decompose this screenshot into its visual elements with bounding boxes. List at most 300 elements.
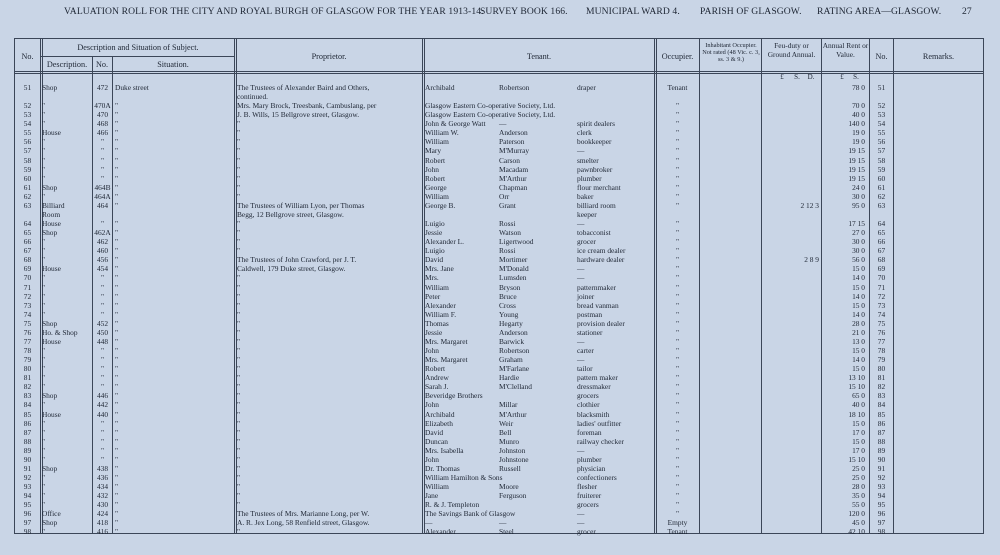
- cell-no2: 80: [877, 364, 886, 374]
- cell-num: 434: [96, 482, 109, 492]
- cell-rent: 18 10: [848, 409, 865, 419]
- cell-no: 81: [23, 373, 32, 383]
- cell-num: ": [100, 146, 105, 156]
- cell-no: 92: [23, 473, 32, 482]
- cell-sit: ": [115, 518, 119, 528]
- cell-sur: Moore: [499, 482, 519, 492]
- cell-desc: ": [42, 527, 46, 537]
- cell-occ: pawnbroker: [577, 164, 613, 174]
- col-number-header: No.: [95, 60, 109, 69]
- cell-num: 472: [96, 83, 109, 92]
- cell-no: 84: [23, 400, 32, 410]
- cell-occ: confectioners: [577, 473, 617, 482]
- cell-desc: ": [42, 355, 46, 365]
- feu-pence-unit: D.: [807, 73, 815, 81]
- cell-first: William: [425, 191, 449, 201]
- cell-num: ": [100, 382, 105, 392]
- cell-desc: ": [42, 246, 46, 256]
- cell-rent: 35 0: [852, 491, 865, 501]
- cell-prop: ": [237, 246, 241, 256]
- cell-rent: 65 0: [852, 391, 865, 401]
- cell-no: 98: [23, 527, 32, 537]
- cell-sur: Barwick: [499, 336, 525, 346]
- table-row: [15, 165, 983, 174]
- cell-prop: ": [237, 500, 241, 510]
- cell-rent: 40 0: [852, 400, 865, 410]
- cell-occ: clothier: [577, 400, 600, 410]
- table-row: [15, 428, 983, 437]
- cell-no: 71: [23, 282, 32, 292]
- cell-occr: ": [675, 191, 680, 201]
- cell-num: 464B: [94, 182, 111, 192]
- cell-occ: —: [577, 273, 585, 283]
- cell-rent: 42 10: [848, 527, 865, 537]
- cell-rent: 56 0: [852, 255, 865, 265]
- cell-sur: M'Clelland: [499, 382, 532, 392]
- cell-sur: Macadam: [499, 164, 529, 174]
- cell-sur: Carson: [499, 155, 520, 165]
- table-row: [15, 337, 983, 346]
- cell-first: Mrs.: [425, 273, 439, 283]
- cell-occ: —: [577, 445, 585, 455]
- cell-rent: 21 0: [852, 327, 865, 337]
- cell-no: 96: [23, 509, 32, 519]
- cell-rent: 19 0: [852, 137, 865, 147]
- cell-rent: 17 15: [848, 219, 865, 229]
- cell-no2: 94: [877, 491, 886, 501]
- feu-pounds-unit: £: [780, 73, 784, 81]
- cell-num: 430: [96, 500, 109, 510]
- cell-sur: Russell: [499, 463, 521, 473]
- cell-sur: M'Farlane: [499, 364, 530, 374]
- cell-no2: 59: [877, 164, 886, 174]
- cell-sit: ": [115, 255, 119, 265]
- col-situation-header: Situation.: [157, 60, 189, 69]
- table-row: [15, 355, 983, 364]
- cell-sur: Robertson: [499, 83, 530, 92]
- cell-no2: 93: [877, 482, 886, 492]
- cell-first: Mrs. Margaret: [425, 355, 468, 365]
- cell-occ: grocers: [577, 391, 599, 401]
- cell-occr: ": [675, 346, 680, 356]
- cell-occr: ": [675, 155, 680, 165]
- cell-no2: 58: [877, 155, 886, 165]
- cell-first: Jessie: [425, 327, 443, 337]
- cell-occ: patternmaker: [577, 282, 616, 292]
- cell-sit: ": [115, 273, 119, 283]
- table-row: [15, 301, 983, 310]
- cell-sit: ": [115, 418, 119, 428]
- cell-no2: 71: [877, 282, 886, 292]
- cell-no: 74: [23, 309, 32, 319]
- cell-occr: ": [675, 200, 680, 210]
- cell-sit: ": [115, 200, 119, 210]
- table-row: [15, 310, 983, 319]
- cell-first: Mrs. Isabella: [425, 445, 464, 455]
- cell-rent: 15 0: [852, 264, 865, 274]
- cell-no: 78: [23, 346, 32, 356]
- cell-sur: Anderson: [499, 128, 528, 138]
- cell-feu: 2 8 9: [804, 255, 819, 265]
- cell-occ: blacksmith: [577, 409, 610, 419]
- cell-num: 440: [96, 409, 109, 419]
- table-row: [15, 146, 983, 155]
- cell-rent: 15 0: [852, 346, 865, 356]
- table-row: [15, 101, 983, 110]
- cell-occ: plumber: [577, 173, 602, 183]
- cell-rent: 25 0: [852, 463, 865, 473]
- cell-first: Robert: [425, 155, 446, 165]
- cell-num: 466: [96, 128, 109, 138]
- cell-first: Elizabeth: [425, 418, 453, 428]
- cell-sit: ": [115, 191, 119, 201]
- table-row: [15, 201, 983, 210]
- table-row: [15, 464, 983, 473]
- cell-desc: ": [42, 237, 46, 247]
- cell-prop: ": [237, 137, 241, 147]
- cell-no: 51: [23, 83, 32, 92]
- cell-prop: ": [237, 445, 241, 455]
- cell-num: ": [100, 164, 105, 174]
- cell-occr: ": [675, 355, 680, 365]
- cell-no2: 92: [877, 473, 886, 482]
- cell-rent: 95 0: [852, 200, 865, 210]
- cell-prop: The Trustees of Mrs. Marianne Long, per W.: [237, 509, 370, 519]
- cell-occ: grocers: [577, 500, 599, 510]
- cell-num: 470A: [94, 101, 111, 111]
- cell-occr: ": [675, 246, 680, 256]
- cell-no: 75: [23, 318, 32, 328]
- cell-occr: Empty: [667, 518, 688, 528]
- cell-prop: ": [237, 173, 241, 183]
- cell-num: 416: [96, 527, 109, 537]
- cell-desc: ": [42, 445, 46, 455]
- table-row: [15, 491, 983, 500]
- cell-prop: ": [237, 219, 241, 229]
- cell-no2: 68: [877, 255, 886, 265]
- cell-prop: ": [237, 400, 241, 410]
- cell-rent: 19 0: [852, 128, 865, 138]
- cell-desc: ": [42, 137, 46, 147]
- cell-desc: House: [42, 128, 61, 138]
- table-row: [15, 264, 983, 273]
- cell-occr: ": [675, 382, 680, 392]
- cell-rent: 15 0: [852, 300, 865, 310]
- cell-occr: ": [675, 128, 680, 138]
- table-row: [15, 364, 983, 373]
- cell-num: 462A: [94, 228, 111, 238]
- cell-no: 82: [23, 382, 32, 392]
- cell-desc: ": [42, 482, 46, 492]
- cell-sit: ": [115, 482, 119, 492]
- cell-prop: ": [237, 382, 241, 392]
- cell-desc: Shop: [42, 391, 58, 401]
- cell-desc: ": [42, 164, 46, 174]
- cell-desc: House: [42, 219, 61, 229]
- table-row: [15, 273, 983, 282]
- cell-occ: railway checker: [577, 436, 624, 446]
- cell-first: Luigio: [425, 219, 445, 229]
- cell-prop: ": [237, 527, 241, 537]
- cell-occr: ": [675, 291, 680, 301]
- cell-occr: ": [675, 427, 680, 437]
- cell-desc: ": [42, 173, 46, 183]
- cell-no2: 66: [877, 237, 886, 247]
- cell-sit: ": [115, 101, 119, 111]
- cell-first: Beveridge Brothers: [425, 391, 483, 401]
- cell-sit: ": [115, 409, 119, 419]
- cell-prop: Begg, 12 Bellgrove street, Glasgow.: [237, 209, 344, 219]
- rating-area: RATING AREA—GLASGOW.: [817, 6, 942, 17]
- table-row: [15, 455, 983, 464]
- cell-num: ": [100, 300, 105, 310]
- table-row: [15, 192, 983, 201]
- cell-rent: 19 15: [848, 146, 865, 156]
- cell-num: 470: [96, 110, 109, 120]
- table-row: [15, 174, 983, 183]
- valuation-table: [14, 38, 984, 537]
- rent-shillings-unit: S.: [853, 73, 859, 81]
- cell-num: 464: [96, 200, 109, 210]
- cell-num: 460: [96, 246, 109, 256]
- cell-num: 446: [96, 391, 109, 401]
- cell-sit: ": [115, 228, 119, 238]
- cell-first: Luigio: [425, 246, 445, 256]
- cell-num: 456: [96, 255, 109, 265]
- cell-occr: ": [675, 101, 680, 111]
- cell-prop: The Trustees of William Lyon, per Thomas: [237, 200, 365, 210]
- cell-prop: ": [237, 164, 241, 174]
- cell-prop: ": [237, 418, 241, 428]
- cell-desc: Shop: [42, 463, 58, 473]
- cell-sit: Duke street: [115, 83, 149, 92]
- cell-first: Jessie: [425, 228, 443, 238]
- table-row: [15, 346, 983, 355]
- cell-occr: ": [675, 491, 680, 501]
- cell-sur: Munro: [499, 436, 520, 446]
- cell-sit: ": [115, 391, 119, 401]
- cell-sit: ": [115, 282, 119, 292]
- cell-no: 83: [23, 391, 32, 401]
- cell-no2: 98: [877, 527, 886, 537]
- cell-first: David: [425, 427, 444, 437]
- cell-sur: Weir: [499, 418, 514, 428]
- cell-sit: ": [115, 318, 119, 328]
- table-row: [15, 237, 983, 246]
- cell-num: 464A: [94, 191, 111, 201]
- cell-no: 55: [23, 128, 32, 138]
- cell-prop: ": [237, 364, 241, 374]
- cell-rent: 15 0: [852, 418, 865, 428]
- table-row: [15, 410, 983, 419]
- table-row: [15, 518, 983, 527]
- cell-sur: —: [499, 119, 507, 129]
- cell-desc: ": [42, 500, 46, 510]
- cell-first: Jane: [425, 491, 439, 501]
- cell-rent: 28 0: [852, 318, 865, 328]
- cell-desc: ": [42, 291, 46, 301]
- cell-occr: ": [675, 373, 680, 383]
- table-row: [15, 446, 983, 455]
- cell-sur: Millar: [499, 400, 518, 410]
- cell-num: ": [100, 436, 105, 446]
- cell-num: ": [100, 173, 105, 183]
- cell-num: 462: [96, 237, 109, 247]
- cell-first: Sarah J.: [425, 382, 449, 392]
- cell-occ: ice cream dealer: [577, 246, 626, 256]
- cell-desc: ": [42, 119, 46, 129]
- cell-occr: ": [675, 300, 680, 310]
- cell-sit: ": [115, 473, 119, 482]
- cell-occ: physician: [577, 463, 606, 473]
- cell-sur: M'Arthur: [499, 409, 527, 419]
- cell-sur: Cross: [499, 300, 516, 310]
- cell-sur: Lumsden: [499, 273, 527, 283]
- feu-shillings-unit: S.: [794, 73, 800, 81]
- cell-first: —: [425, 518, 433, 528]
- cell-rent: 15 10: [848, 382, 865, 392]
- cell-desc: ": [42, 373, 46, 383]
- table-row: [15, 283, 983, 292]
- cell-no2: 95: [877, 500, 886, 510]
- cell-sur: Paterson: [499, 137, 525, 147]
- cell-no2: 65: [877, 228, 886, 238]
- cell-prop: ": [237, 155, 241, 165]
- cell-occr: ": [675, 282, 680, 292]
- table-row: [15, 319, 983, 328]
- table-row: [15, 391, 983, 400]
- cell-prop: ": [237, 318, 241, 328]
- cell-first: John & George Watt: [425, 119, 486, 129]
- table-row: [15, 373, 983, 382]
- cell-first: John: [425, 346, 439, 356]
- cell-no: 62: [23, 191, 32, 201]
- cell-num: 442: [96, 400, 109, 410]
- cell-desc: ": [42, 364, 46, 374]
- cell-no2: 90: [877, 454, 886, 464]
- cell-rent: 70 0: [852, 101, 865, 111]
- parish: PARISH OF GLASGOW.: [700, 6, 802, 17]
- cell-desc: ": [42, 427, 46, 437]
- cell-prop: ": [237, 273, 241, 283]
- cell-sur: Bell: [499, 427, 512, 437]
- cell-occ: clerk: [577, 128, 592, 138]
- cell-occ: fruiterer: [577, 491, 602, 501]
- col-no-header: No.: [21, 52, 34, 61]
- cell-desc: ": [42, 191, 46, 201]
- cell-occ: —: [577, 219, 585, 229]
- cell-occ: bookkeeper: [577, 137, 612, 147]
- cell-first: R. & J. Templeton: [425, 500, 480, 510]
- cell-sit: ": [115, 445, 119, 455]
- cell-first: William: [425, 282, 449, 292]
- cell-no2: 57: [877, 146, 886, 156]
- cell-sur: Orr: [499, 191, 510, 201]
- table-row: [15, 137, 983, 146]
- cell-prop: ": [237, 373, 241, 383]
- cell-no2: 81: [877, 373, 886, 383]
- cell-no2: 54: [877, 119, 886, 129]
- cell-prop: ": [237, 291, 241, 301]
- cell-occr: ": [675, 364, 680, 374]
- cell-sur: Bryson: [499, 282, 521, 292]
- cell-prop: Mrs. Mary Brock, Treesbank, Cambuslang, per: [237, 101, 377, 111]
- cell-rent: 13 0: [852, 336, 865, 346]
- table-row: [15, 500, 983, 509]
- cell-prop: ": [237, 346, 241, 356]
- cell-no2: 56: [877, 137, 886, 147]
- cell-rent: 17 0: [852, 427, 865, 437]
- cell-desc: ": [42, 346, 46, 356]
- cell-occ: ladies' outfitter: [577, 418, 622, 428]
- cell-no: 94: [23, 491, 32, 501]
- cell-no: 90: [23, 454, 32, 464]
- cell-sit: ": [115, 237, 119, 247]
- cell-no: 57: [23, 146, 32, 156]
- table-row: [15, 437, 983, 446]
- cell-num: ": [100, 346, 105, 356]
- cell-no: 68: [23, 255, 32, 265]
- cell-no: 77: [23, 336, 32, 346]
- cell-first: Thomas: [425, 318, 449, 328]
- cell-occ: baker: [577, 191, 594, 201]
- cell-sur: Johnstone: [499, 454, 529, 464]
- cell-prop: ": [237, 355, 241, 365]
- table-row: [15, 119, 983, 128]
- cell-prop: ": [237, 409, 241, 419]
- cell-num: 436: [96, 473, 109, 482]
- cell-rent: 30 0: [852, 246, 865, 256]
- cell-first: William Hamilton & Sons: [425, 473, 503, 482]
- cell-first: George: [425, 182, 447, 192]
- cell-no2: 88: [877, 436, 886, 446]
- table-row: [15, 156, 983, 165]
- cell-first: The Savings Bank of Glasgow: [425, 509, 516, 519]
- cell-sit: ": [115, 182, 119, 192]
- cell-occr: ": [675, 273, 680, 283]
- cell-rent: 19 15: [848, 173, 865, 183]
- cell-prop: ": [237, 454, 241, 464]
- cell-no2: 64: [877, 219, 886, 229]
- cell-sur: Robertson: [499, 346, 530, 356]
- cell-occ: —: [577, 146, 585, 156]
- cell-no: 72: [23, 291, 32, 301]
- cell-first: Archibald: [425, 83, 455, 92]
- cell-sur: Grant: [499, 200, 516, 210]
- cell-sur: M'Arthur: [499, 173, 527, 183]
- cell-no2: 63: [877, 200, 886, 210]
- cell-occ: bread vanman: [577, 300, 619, 310]
- col-feu-header: Feu-duty or Ground Annual.: [767, 41, 816, 59]
- cell-num: 450: [96, 327, 109, 337]
- cell-rent: 19 15: [848, 164, 865, 174]
- cell-first: Mrs. Margaret: [425, 336, 468, 346]
- cell-num: ": [100, 137, 105, 147]
- cell-no2: 55: [877, 128, 886, 138]
- cell-num: ": [100, 155, 105, 165]
- cell-sit: ": [115, 164, 119, 174]
- cell-no2: 82: [877, 382, 886, 392]
- cell-sur: M'Donald: [499, 264, 529, 274]
- cell-sur: Johnston: [499, 445, 526, 455]
- cell-no2: 97: [877, 518, 886, 528]
- cell-no: 70: [23, 273, 32, 283]
- cell-no2: 91: [877, 463, 886, 473]
- table-row: [15, 400, 983, 409]
- cell-desc: ": [42, 273, 46, 283]
- page-header: [0, 6, 1000, 20]
- cell-no: 88: [23, 436, 32, 446]
